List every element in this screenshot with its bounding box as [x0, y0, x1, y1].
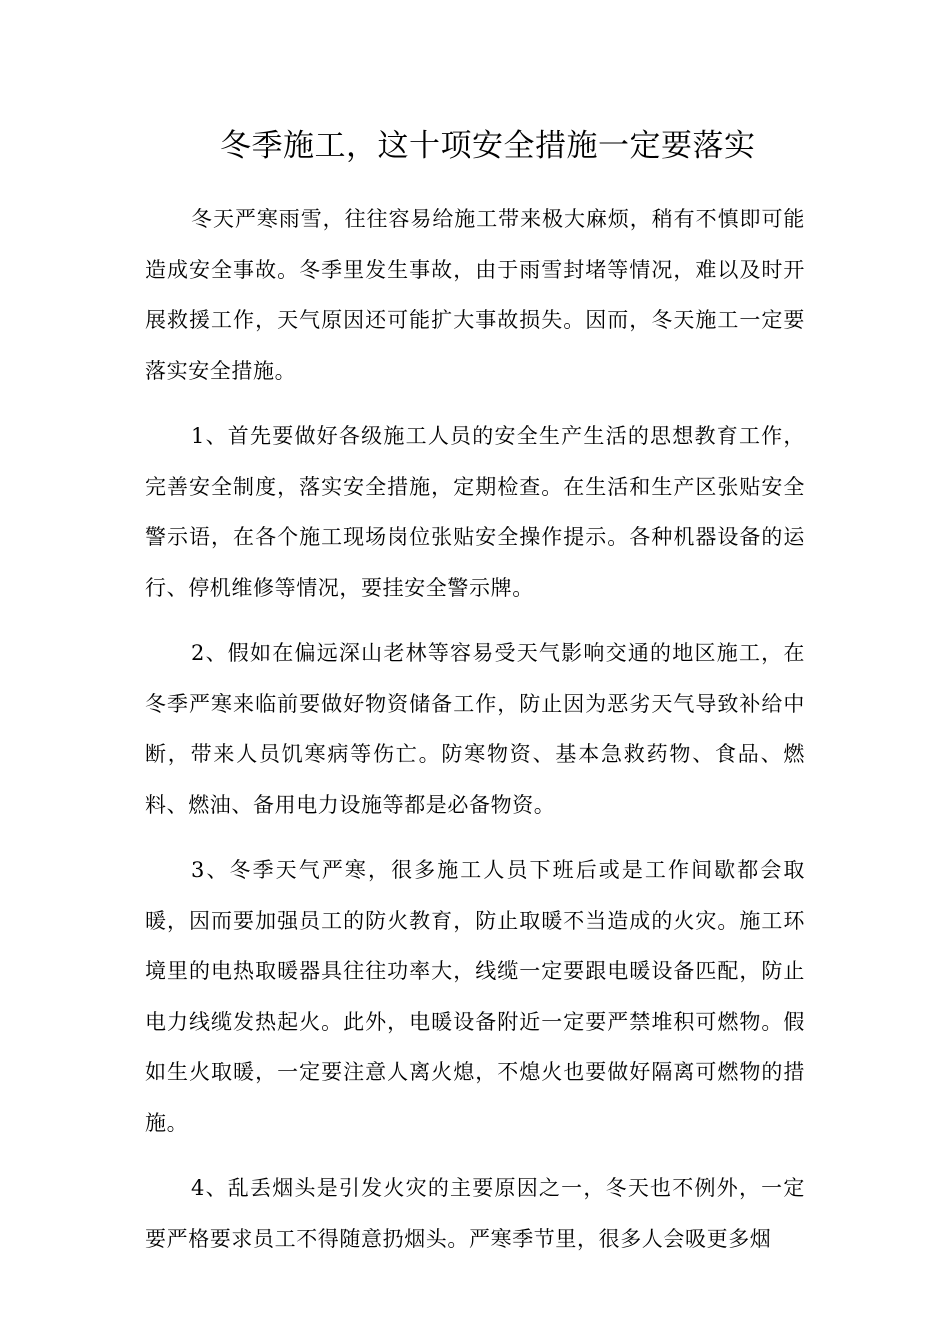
intro-paragraph: 冬天严寒雨雪，往往容易给施工带来极大麻烦，稍有不慎即可能造成安全事故。冬季里发生事故，由于雨雪封堵等情况，难以及时开展救援工作，天气原因还可能扩大事故损失。因而，冬天施工一定要落实安全措施。 [145, 207, 805, 383]
measure-paragraph-4: 4、乱丢烟头是引发火灾的主要原因之一，冬天也不例外，一定要严格要求员工不得随意扔烟头。严寒季节里，很多人会吸更多烟 [145, 1176, 805, 1251]
document-title: 冬季施工，这十项安全措施一定要落实 [220, 128, 756, 164]
document-body [145, 194, 805, 1279]
measure-paragraph-3: 3、冬季天气严寒，很多施工人员下班后或是工作间歇都会取暖，因而要加强员工的防火教育，防止取暖不当造成的火灾。施工环境里的电热取暖器具往往功率大，线缆一定要跟电暖设备匹配，防止电力线缆发热起火。此外，电暖设备附近一定要严禁堆积可燃物。假如生火取暖，一定要注意人离火熄，不熄火也要做好隔离可燃物的措施。 [145, 858, 805, 1135]
measure-paragraph-1: 1、首先要做好各级施工人员的安全生产生活的思想教育工作，完善安全制度，落实安全措施，定期检查。在生活和生产区张贴安全警示语，在各个施工现场岗位张贴安全操作提示。各种机器设备的运行、停机维修等情况，要挂安全警示牌。 [145, 424, 805, 600]
measure-paragraph-2: 2、假如在偏远深山老林等容易受天气影响交通的地区施工，在冬季严寒来临前要做好物资储备工作，防止因为恶劣天气导致补给中断，带来人员饥寒病等伤亡。防寒物资、基本急救药物、食品、燃料、燃油、备用电力设施等都是必备物资。 [145, 641, 805, 817]
